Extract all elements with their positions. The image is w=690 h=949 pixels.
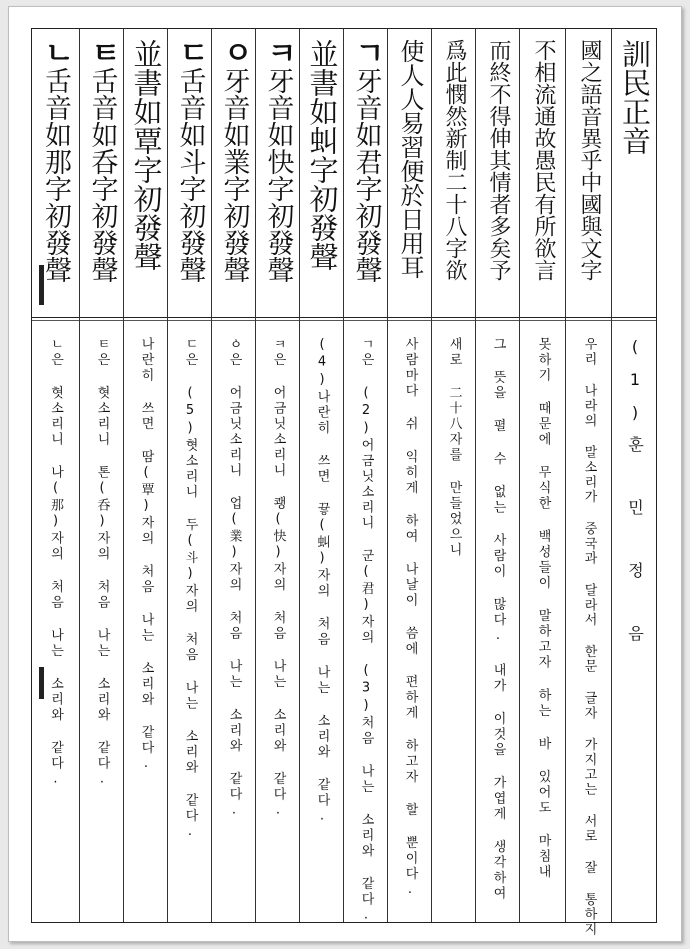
initial-consonant-glyph: ㅌ bbox=[85, 37, 120, 67]
initial-consonant-glyph: ㄴ bbox=[38, 37, 74, 67]
hanja-text: 國之語音異乎中國與文字 bbox=[577, 39, 602, 281]
column-7 bbox=[343, 29, 387, 925]
korean-text: ㄱ은 (2)어금닛소리니 군(君)자의 (3)처음 나는 소리와 같다. bbox=[358, 337, 374, 925]
initial-consonant-glyph: ㅇ bbox=[217, 37, 252, 67]
hanja-text: 而終不得伸其情者多矣予 bbox=[486, 39, 511, 281]
column-9 bbox=[255, 29, 299, 922]
korean-text: ㄷ은 (5)혓소리니 두(斗)자의 처음 나는 소리와 같다. bbox=[182, 337, 198, 842]
column-8 bbox=[299, 29, 343, 922]
korean-text: 새로 二十八자를 만들었으니 bbox=[446, 337, 462, 558]
hanja-text: 舌音如呑字初發聲 bbox=[86, 67, 118, 283]
hanja-text: 爲此憫然新制二十八字欲 bbox=[442, 39, 467, 281]
column-4 bbox=[475, 29, 519, 922]
hanja-text: 訓民正音 bbox=[618, 39, 652, 155]
korean-text: ㆁ은 어금닛소리니 업(業)자의 처음 나는 소리와 같다. bbox=[226, 337, 242, 820]
initial-consonant-glyph: ㄱ bbox=[349, 37, 384, 67]
column-14 bbox=[32, 29, 79, 922]
hanja-text: 不相流通故愚民有所欲言 bbox=[531, 39, 556, 281]
hanja-text: 牙音如快字初發聲 bbox=[262, 67, 294, 283]
hanja-text: 並書如覃字初發聲 bbox=[129, 39, 164, 271]
korean-text: 우리 나라의 말소리가 중국과 달라서 한문 글자 가지고는 서로 잘 통하지 bbox=[581, 337, 597, 937]
hanja-text: 牙音如業字初發聲 bbox=[218, 67, 250, 283]
column-2 bbox=[565, 29, 611, 937]
initial-consonant-glyph: ㅋ bbox=[261, 37, 296, 67]
hanja-text: 使人人易習便於日用耳 bbox=[396, 39, 424, 279]
book-page bbox=[8, 6, 682, 942]
korean-text: 나란히 쓰면 땀(覃)자의 처음 나는 소리와 같다. bbox=[138, 337, 154, 774]
column-11 bbox=[167, 29, 211, 922]
initial-consonant-glyph: ㄷ bbox=[173, 37, 208, 67]
column-13 bbox=[79, 29, 123, 922]
korean-text: ㅌ은 혓소리니 톤(呑)자의 처음 나는 소리와 같다. bbox=[94, 337, 110, 789]
hanja-text: 舌音如那字初發聲 bbox=[40, 67, 71, 283]
korean-text: ㅋ은 어금닛소리니 쾡(快)자의 처음 나는 소리와 같다. bbox=[270, 337, 286, 820]
korean-text: (4)나란히 쓰면 끃(虯)자의 처음 나는 소리와 같다. bbox=[314, 337, 330, 826]
korean-text: 그 뜻을 펼 수 없는 사람이 많다. 내가 이것을 가엽게 생각하여 bbox=[490, 337, 506, 902]
column-12 bbox=[123, 29, 167, 922]
column-5 bbox=[431, 29, 475, 922]
korean-text: ㄴ은 혓소리니 나(那)자의 처음 나는 소리와 같다. bbox=[48, 337, 63, 789]
text-frame bbox=[31, 28, 657, 937]
column-6 bbox=[387, 29, 431, 922]
korean-text: (1)훈 민 정 음 bbox=[625, 337, 645, 655]
column-10 bbox=[211, 29, 255, 922]
column-1 bbox=[611, 29, 656, 922]
hanja-text: 牙音如君字初發聲 bbox=[350, 67, 382, 283]
column-3 bbox=[519, 29, 565, 922]
hanja-text: 舌音如斗字初發聲 bbox=[174, 67, 206, 283]
hanja-text: 並書如虯字初發聲 bbox=[305, 39, 340, 271]
korean-text: 못하기 때문에 무식한 백성들이 말하고자 하는 바 있어도 마침내 bbox=[535, 337, 551, 880]
korean-text: 사람마다 쉬 익히게 하여 나날이 씀에 편하게 하고자 할 뿐이다. bbox=[402, 337, 418, 900]
